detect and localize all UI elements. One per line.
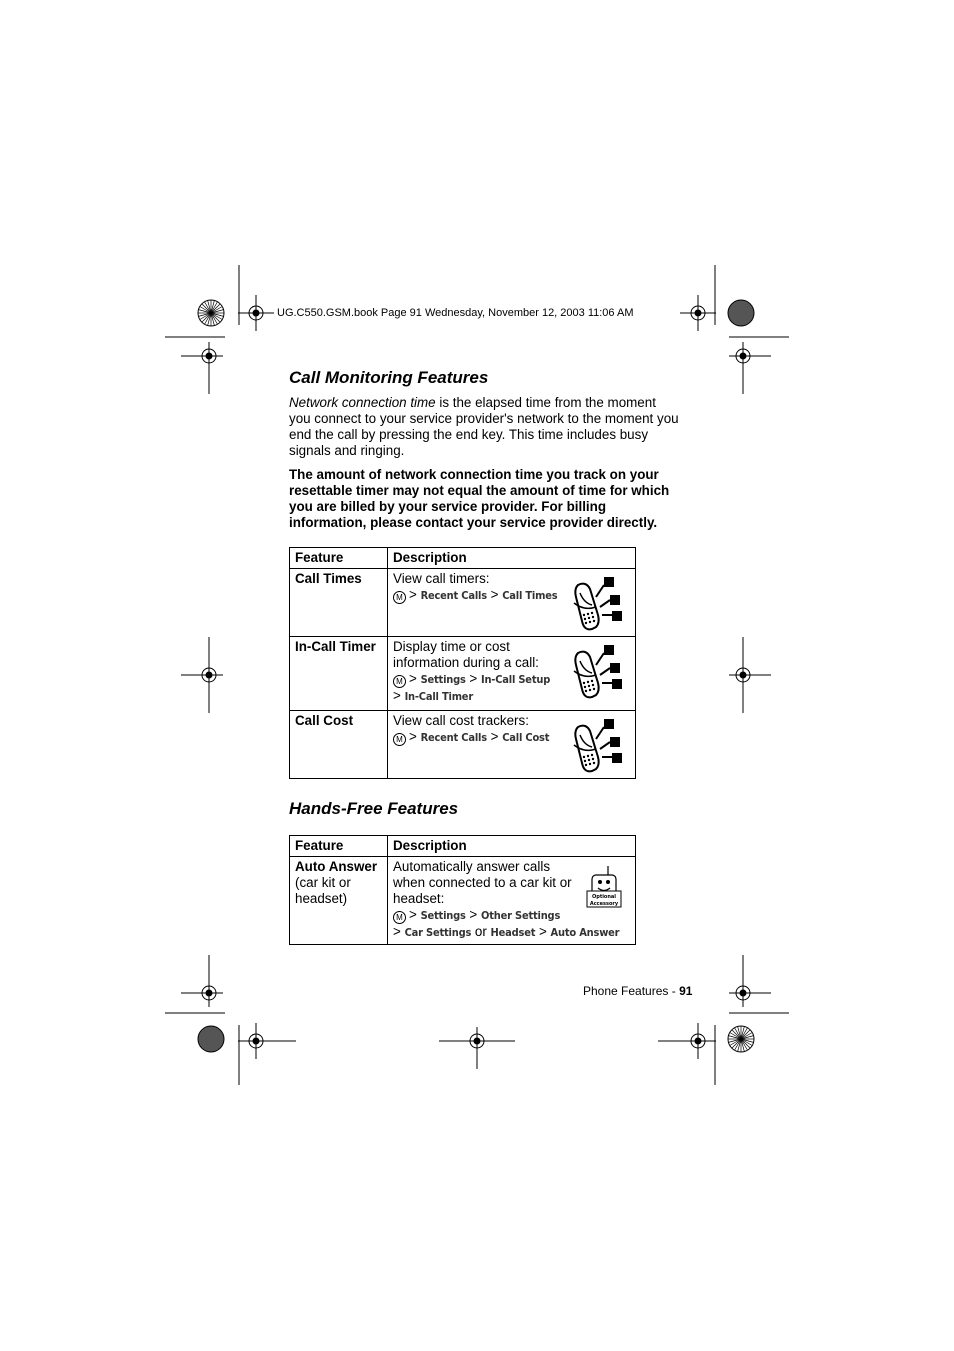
- feature-name: Call Cost: [290, 711, 388, 779]
- network-feature-icon: [570, 717, 624, 777]
- col-feature: Feature: [290, 836, 388, 857]
- page-number: 91: [679, 984, 693, 998]
- col-description: Description: [388, 548, 636, 569]
- table-row: [290, 857, 636, 945]
- section-title-call-monitoring: Call Monitoring Features: [289, 368, 489, 387]
- intro-text: is the elapsed time from the moment you connect to your service provider's network to the moment you end the call by pressing the end key. This time includes busy signals and ringing.: [289, 395, 679, 458]
- table-row: [290, 569, 636, 637]
- optional-accessory-icon: [586, 865, 622, 911]
- menu-key-icon: M: [393, 591, 406, 604]
- menu-path: M > Recent Calls > Call Times: [393, 587, 630, 604]
- hands-free-table: [289, 835, 636, 945]
- feature-name: In-Call Timer: [290, 637, 388, 711]
- feature-description: [388, 637, 636, 711]
- section-title-hands-free: Hands-Free Features: [289, 799, 459, 818]
- book-header: UG.C550.GSM.book Page 91 Wednesday, November 12, 2003 11:06 AM: [277, 307, 634, 319]
- col-feature: Feature: [290, 548, 388, 569]
- table-header-row: [290, 548, 636, 569]
- page-footer: [583, 984, 692, 998]
- menu-key-icon: M: [393, 733, 406, 746]
- feature-description: [388, 711, 636, 779]
- feature-description: [388, 857, 636, 945]
- description-text: Display time or cost information during a call:: [393, 639, 539, 670]
- network-feature-icon: [570, 575, 624, 635]
- svg-text:Accessory: Accessory: [589, 901, 619, 907]
- menu-path-cont: > In-Call Timer: [393, 688, 474, 703]
- term-network-connection-time: Network connection time: [289, 395, 436, 410]
- call-monitoring-table: [289, 547, 636, 779]
- network-feature-icon: [570, 643, 624, 703]
- description-text: View call cost trackers:: [393, 713, 529, 728]
- billing-warning: The amount of network connection time you track on your resettable timer may not equal the amount of time for which you are billed by your service provider. For billing information, please contact your service provider directly.: [289, 467, 670, 530]
- description-text: Automatically answer calls when connected to a car kit or headset:: [393, 859, 572, 906]
- feature-name: Auto Answer (car kit or headset): [290, 857, 388, 945]
- menu-path-cont: > Car Settings or Headset > Auto Answer: [393, 924, 620, 939]
- svg-text:Optional: Optional: [591, 894, 617, 900]
- menu-path: M > Settings > In-Call Setup: [393, 671, 630, 688]
- table-row: [290, 637, 636, 711]
- feature-name: Call Times: [290, 569, 388, 637]
- footer-label: Phone Features -: [583, 984, 680, 998]
- description-text: View call timers:: [393, 571, 490, 586]
- intro-paragraph: [289, 395, 681, 459]
- menu-key-icon: M: [393, 911, 406, 924]
- table-header-row: [290, 836, 636, 857]
- menu-path: M > Settings > Other Settings: [393, 907, 630, 924]
- col-description: Description: [388, 836, 636, 857]
- feature-note: (car kit or headset): [295, 875, 351, 906]
- menu-path: M > Recent Calls > Call Cost: [393, 729, 630, 746]
- feature-description: [388, 569, 636, 637]
- table-row: [290, 711, 636, 779]
- menu-key-icon: M: [393, 675, 406, 688]
